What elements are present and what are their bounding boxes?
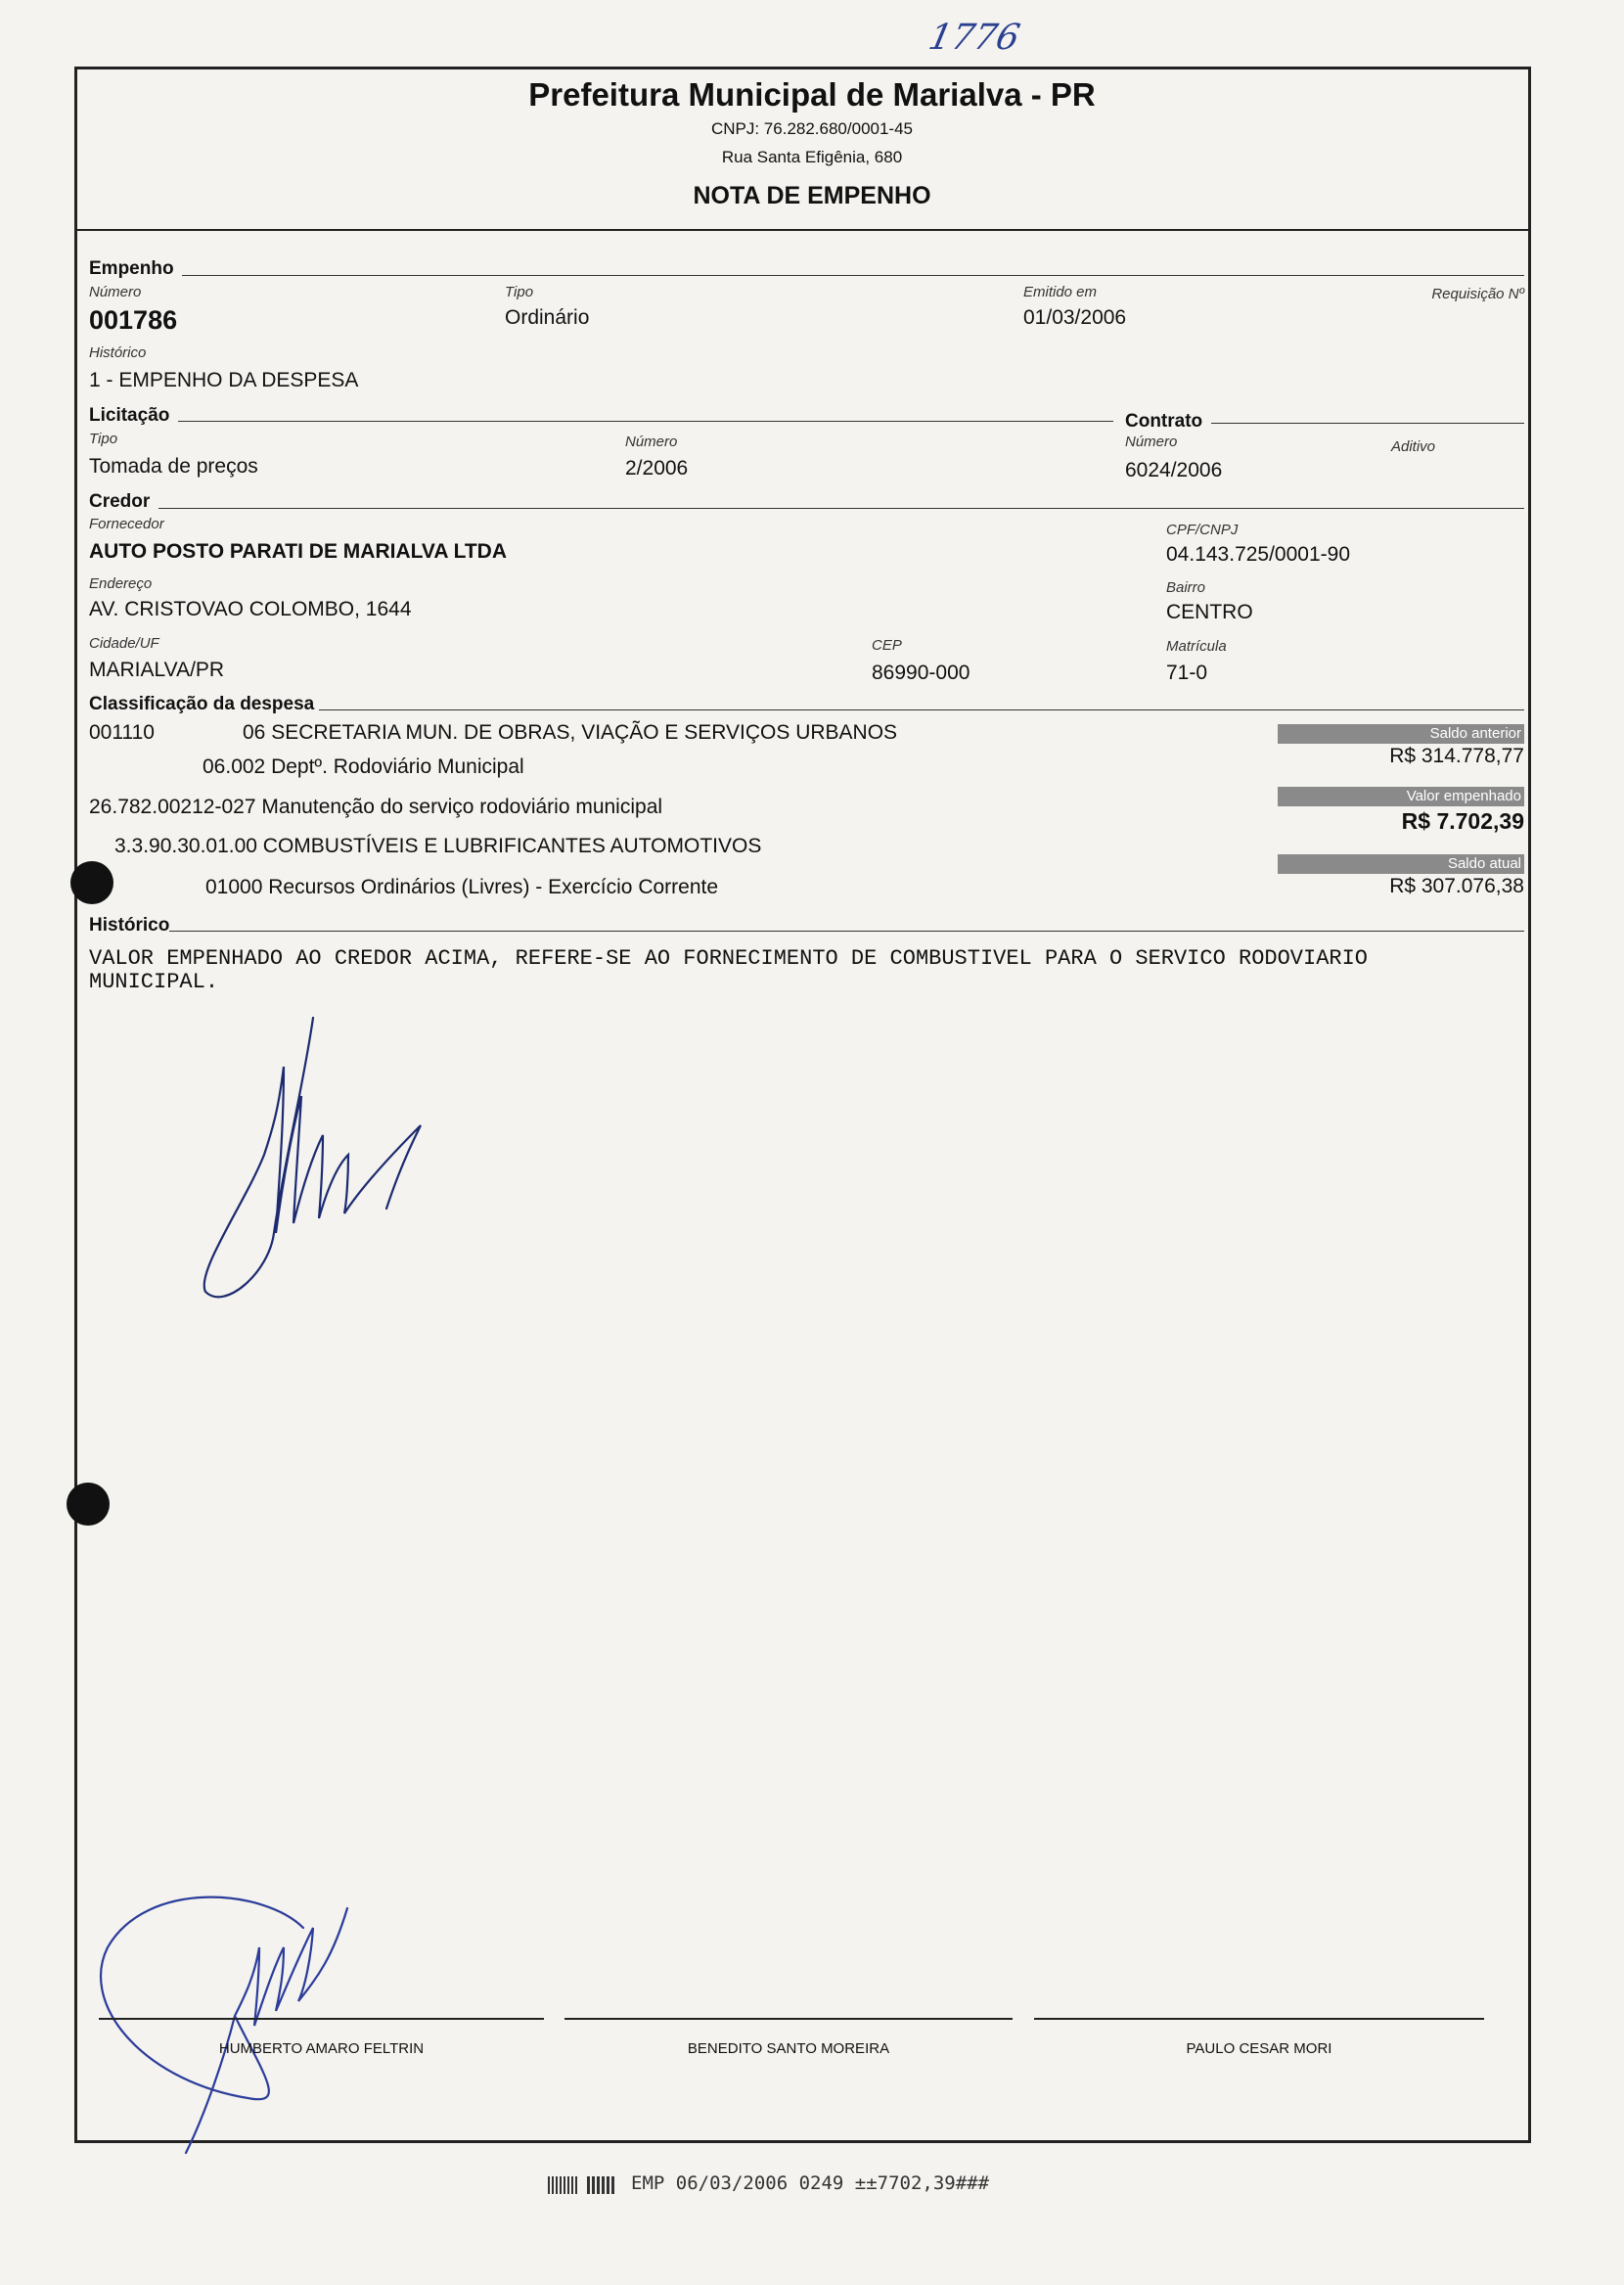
saldo-anterior-label: Saldo anterior (1278, 724, 1524, 744)
punch-hole-top (70, 861, 113, 904)
matricula-label: Matrícula (1166, 638, 1227, 655)
empenho-tipo-label: Tipo (505, 284, 534, 300)
fonte-line: 01000 Recursos Ordinários (Livres) - Exercício Corrente (205, 876, 719, 898)
licitacao-tipo-label: Tipo (89, 431, 118, 447)
funcional-line: 26.782.00212-027 Manutenção do serviço rodoviário municipal (89, 796, 663, 818)
header-divider (74, 229, 1531, 231)
handwritten-signature-lower (88, 1889, 421, 2163)
punch-hole-bottom (67, 1483, 110, 1526)
signatory-1: HUMBERTO AMARO FELTRIN (218, 2040, 425, 2057)
contrato-numero-label: Número (1125, 434, 1178, 450)
historico-section-label: Histórico (89, 915, 170, 936)
emitido-label: Emitido em (1023, 284, 1098, 300)
barcode-icon (548, 2176, 577, 2194)
empenho-historico-label: Histórico (89, 344, 147, 361)
cidade-label: Cidade/UF (89, 635, 159, 652)
signatory-3: PAULO CESAR MORI (1186, 2040, 1332, 2057)
licitacao-tipo: Tomada de preços (89, 455, 258, 478)
cpf-cnpj-label: CPF/CNPJ (1166, 522, 1239, 538)
empenho-tipo: Ordinário (505, 306, 590, 329)
cep: 86990-000 (872, 662, 970, 684)
signature-line-3 (1034, 2018, 1484, 2020)
empenho-historico: 1 - EMPENHO DA DESPESA (89, 369, 359, 391)
saldo-atual-value: R$ 307.076,38 (1389, 875, 1524, 897)
credor-section-label: Credor (89, 491, 151, 512)
licitacao-numero-label: Número (625, 434, 678, 450)
valor-empenhado-label: Valor empenhado (1278, 787, 1524, 806)
orgao-text: 06 SECRETARIA MUN. DE OBRAS, VIAÇÃO E SERVIÇOS URBANOS (243, 721, 898, 744)
cep-label: CEP (872, 637, 902, 654)
address-line: Rua Santa Efigênia, 680 (721, 148, 903, 166)
saldo-anterior-value: R$ 314.778,77 (1389, 745, 1524, 767)
requisicao-label: Requisição Nº (1431, 286, 1524, 302)
cidade-uf: MARIALVA/PR (89, 659, 225, 681)
signature-line-1 (99, 2018, 544, 2020)
municipality-title: Prefeitura Municipal de Marialva - PR (528, 76, 1096, 113)
elemento-line: 3.3.90.30.01.00 COMBUSTÍVEIS E LUBRIFICANTES AUTOMOTIVOS (114, 835, 762, 857)
licitacao-section-label: Licitação (89, 405, 170, 426)
classificacao-section-label: Classificação da despesa (89, 694, 315, 714)
saldo-atual-label: Saldo atual (1278, 854, 1524, 874)
contrato-section-label: Contrato (1125, 411, 1203, 432)
aditivo-label: Aditivo (1391, 438, 1436, 455)
unidade-line: 06.002 Deptº. Rodoviário Municipal (203, 755, 524, 778)
document-title: NOTA DE EMPENHO (693, 182, 931, 209)
handwritten-signature-upper (186, 1008, 470, 1311)
empenho-section-label: Empenho (89, 258, 174, 279)
signature-line-2 (564, 2018, 1013, 2020)
mechanical-stamp: EMP 06/03/2006 0249 ±±7702,39### (631, 2172, 990, 2194)
licitacao-numero: 2/2006 (625, 457, 689, 480)
signatory-2: BENEDITO SANTO MOREIRA (687, 2040, 890, 2057)
credor-rule (158, 508, 1524, 509)
bairro: CENTRO (1166, 601, 1253, 623)
historico-text-line1: VALOR EMPENHADO AO CREDOR ACIMA, REFERE-SE AO FORNECIMENTO DE COMBUSTIVEL PARA O SERVICO RODOVIARIO (89, 946, 1369, 971)
fornecedor-name: AUTO POSTO PARATI DE MARIALVA LTDA (89, 540, 507, 563)
classificacao-rule (319, 709, 1524, 710)
contrato-rule (1211, 423, 1524, 424)
empenho-numero: 001786 (89, 305, 178, 335)
historico-text-line2: MUNICIPAL. (89, 970, 219, 994)
cnpj-line: CNPJ: 76.282.680/0001-45 (710, 119, 914, 138)
fornecedor-label: Fornecedor (89, 516, 164, 532)
barcode-icon-2 (587, 2176, 616, 2194)
empenho-rule (182, 275, 1524, 276)
empenho-numero-label: Número (89, 284, 142, 300)
emitido-date: 01/03/2006 (1023, 306, 1127, 329)
matricula: 71-0 (1166, 662, 1208, 684)
bairro-label: Bairro (1166, 579, 1206, 596)
handwritten-page-number: 1776 (925, 18, 1023, 58)
licitacao-rule (178, 421, 1113, 422)
orgao-code: 001110 (89, 721, 155, 744)
cpf-cnpj: 04.143.725/0001-90 (1166, 543, 1351, 566)
endereco: AV. CRISTOVAO COLOMBO, 1644 (89, 598, 412, 620)
contrato-numero: 6024/2006 (1125, 459, 1223, 481)
endereco-label: Endereço (89, 575, 153, 592)
historico-rule (169, 931, 1524, 932)
valor-empenhado-value: R$ 7.702,39 (1401, 808, 1524, 834)
